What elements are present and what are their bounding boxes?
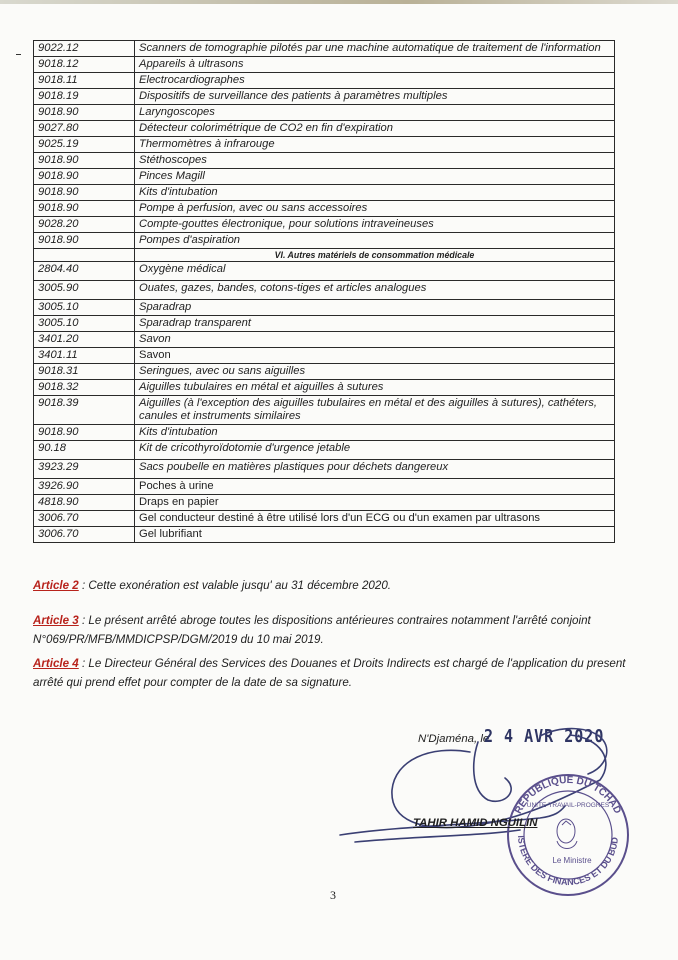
description-cell: Sparadrap transparent [135, 316, 615, 332]
description-cell: Savon [135, 348, 615, 364]
description-cell: Kit de cricothyroïdotomie d'urgence jetable [135, 441, 615, 460]
description-cell: Kits d'intubation [135, 185, 615, 201]
hs-code-cell: 90.18 [34, 441, 135, 460]
description-cell: Seringues, avec ou sans aiguilles [135, 364, 615, 380]
hs-code-cell: 9018.90 [34, 233, 135, 249]
description-cell: Détecteur colorimétrique de CO2 en fin d'expiration [135, 121, 615, 137]
hs-code-cell: 9018.12 [34, 57, 135, 73]
hs-code-cell: 9022.12 [34, 41, 135, 57]
hs-code-cell: 9018.32 [34, 380, 135, 396]
hs-code-cell: 9018.11 [34, 73, 135, 89]
hs-code-cell: 3005.10 [34, 316, 135, 332]
article-3-label: Article 3 [33, 614, 79, 627]
description-cell: Laryngoscopes [135, 105, 615, 121]
description-cell: Compte-gouttes électronique, pour solutions intraveineuses [135, 217, 615, 233]
hs-code-cell: 3926.90 [34, 479, 135, 495]
hs-code-cell: 9018.90 [34, 185, 135, 201]
description-cell: Ouates, gazes, bandes, cotons-tiges et articles analogues [135, 281, 615, 300]
article-2-label: Article 2 [33, 579, 79, 592]
article-3-text: : Le présent arrêté abroge toutes les dispositions antérieures contraires notamment l'arrêté conjoint N°069/PR/MFB/MMDICPSP/DGM/2019 du 10 mai 2019. [33, 614, 591, 646]
description-cell: Dispositifs de surveillance des patients à paramètres multiples [135, 89, 615, 105]
date-stamp: 2 4 AVR 2020 [484, 725, 605, 747]
section-title: VI. Autres matériels de consommation médicale [135, 249, 615, 262]
description-cell: Oxygène médical [135, 262, 615, 281]
hs-code-cell: 9025.19 [34, 137, 135, 153]
hs-code-cell: 9018.39 [34, 396, 135, 425]
hs-code-cell: 3923.29 [34, 460, 135, 479]
description-cell: Aiguilles tubulaires en métal et aiguilles à sutures [135, 380, 615, 396]
hs-code-cell: 9018.90 [34, 425, 135, 441]
description-cell: Draps en papier [135, 495, 615, 511]
article-4-text: : Le Directeur Général des Services des Douanes et Droits Indirects est chargé de l'application du present arrêté qui prend effet pour compter de la date de sa signature. [33, 657, 626, 689]
hs-code-cell: 3005.10 [34, 300, 135, 316]
description-cell: Gel conducteur destiné à être utilisé lors d'un ECG ou d'un examen par ultrasons [135, 511, 615, 527]
hs-code-cell: 2804.40 [34, 262, 135, 281]
hs-code-cell: 9028.20 [34, 217, 135, 233]
description-cell: Scanners de tomographie pilotés par une machine automatique de traitement de l'information [135, 41, 615, 57]
description-cell: Electrocardiographes [135, 73, 615, 89]
official-seal [508, 775, 628, 895]
signature-place: N'Djaména, le [418, 733, 490, 745]
hs-code-cell: 4818.90 [34, 495, 135, 511]
description-cell: Aiguilles (à l'exception des aiguilles tubulaires en métal et des aiguilles à sutures), cathéters, canules et instruments similaires [135, 396, 615, 425]
description-cell: Gel lubrifiant [135, 527, 615, 543]
description-cell: Stéthoscopes [135, 153, 615, 169]
description-cell: Sacs poubelle en matières plastiques pour déchets dangereux [135, 460, 615, 479]
description-cell: Pompe à perfusion, avec ou sans accessoires [135, 201, 615, 217]
article-2-text: : Cette exonération est valable jusqu' au 31 décembre 2020. [78, 579, 391, 592]
hs-code-cell: 3401.20 [34, 332, 135, 348]
description-cell: Pinces Magill [135, 169, 615, 185]
article-4-label: Article 4 [33, 657, 79, 670]
description-cell: Kits d'intubation [135, 425, 615, 441]
description-cell: Poches à urine [135, 479, 615, 495]
hs-code-cell: 9018.19 [34, 89, 135, 105]
description-cell: Appareils à ultrasons [135, 57, 615, 73]
seal-top-text: REPUBLIQUE DU TCHAD [513, 774, 623, 816]
seal-bottom-text: MINISTERE DES FINANCES ET DU BUDGET [515, 827, 621, 888]
hs-code-cell: 9018.90 [34, 201, 135, 217]
hs-code-cell: 3005.90 [34, 281, 135, 300]
hs-code-cell: 3006.70 [34, 527, 135, 543]
hs-code-cell: 3401.11 [34, 348, 135, 364]
description-cell: Pompes d'aspiration [135, 233, 615, 249]
hs-code-cell: 3006.70 [34, 511, 135, 527]
signatory-name: TAHIR HAMID NGUILIN [413, 817, 538, 829]
hs-code-cell: 9018.90 [34, 105, 135, 121]
seal-center-text: Le Ministre [552, 856, 592, 865]
hs-code-cell: 9027.80 [34, 121, 135, 137]
page-number: 3 [330, 888, 336, 902]
hs-code-cell: 9018.90 [34, 169, 135, 185]
hs-code-cell: 9018.31 [34, 364, 135, 380]
description-cell: Savon [135, 332, 615, 348]
hs-code-cell: 9018.90 [34, 153, 135, 169]
description-cell: Thermomètres à infrarouge [135, 137, 615, 153]
description-cell: Sparadrap [135, 300, 615, 316]
seal-emblem-icon [557, 819, 577, 849]
seal-motto: UNITE-TRAVAIL-PROGRES [526, 802, 610, 809]
